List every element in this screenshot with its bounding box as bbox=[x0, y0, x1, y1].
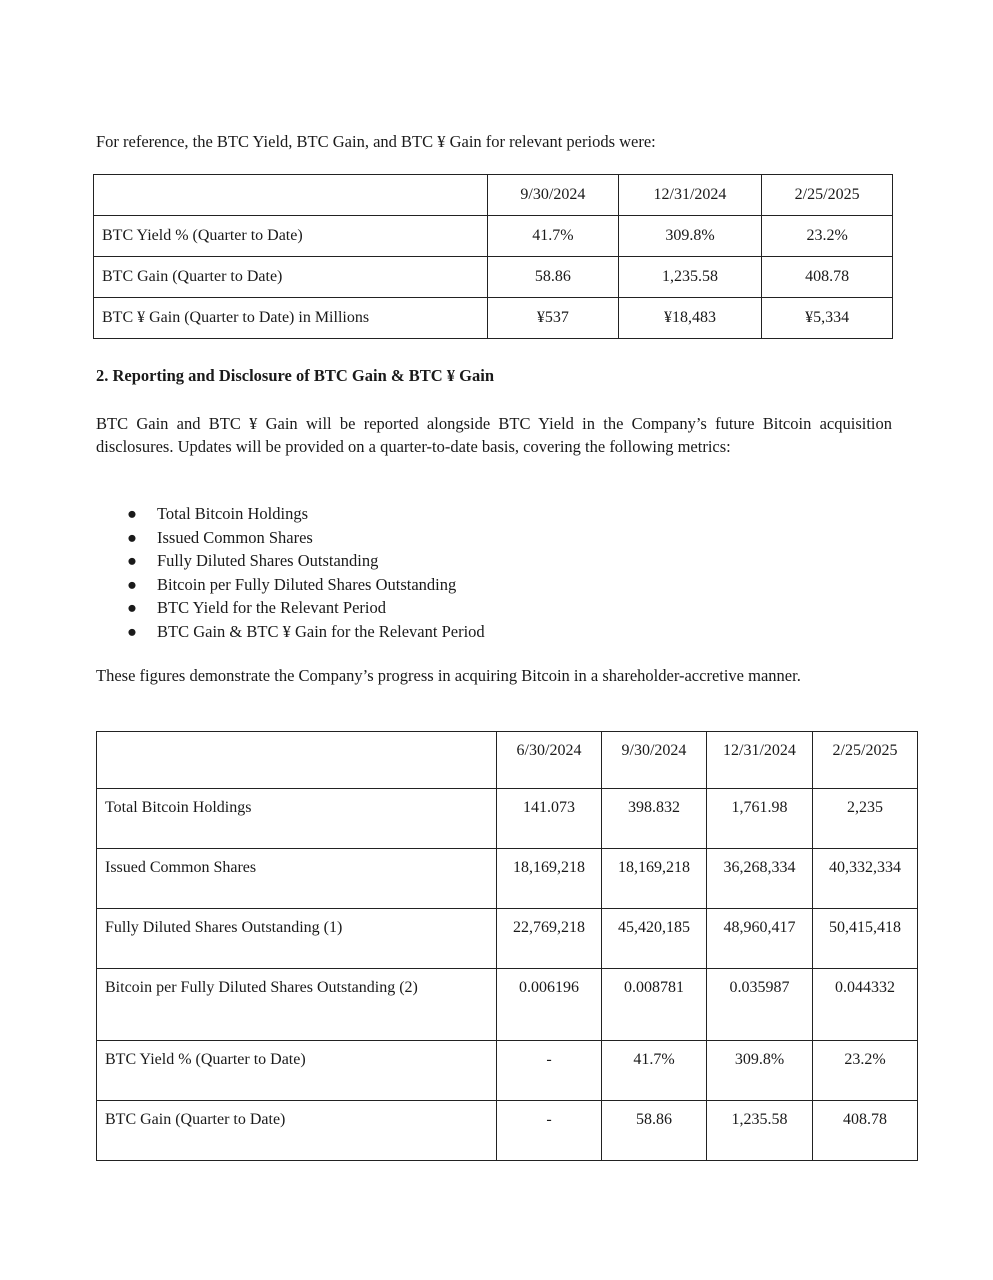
header-cell bbox=[94, 175, 488, 216]
list-item bbox=[124, 549, 485, 573]
cell: 18,169,218 bbox=[497, 849, 602, 909]
header-cell: 9/30/2024 bbox=[488, 175, 619, 216]
cell: 141.073 bbox=[497, 789, 602, 849]
cell: 48,960,417 bbox=[706, 909, 812, 969]
list-item bbox=[124, 596, 485, 620]
intro-text: For reference, the BTC Yield, BTC Gain, and BTC ¥ Gain for relevant periods were: bbox=[96, 132, 656, 151]
cell: 309.8% bbox=[618, 216, 762, 257]
cell: 45,420,185 bbox=[601, 909, 706, 969]
row-label: BTC Gain (Quarter to Date) bbox=[97, 1101, 497, 1161]
bullet-icon: ● bbox=[127, 598, 137, 618]
table-row bbox=[97, 849, 918, 909]
table-row bbox=[94, 257, 893, 298]
table-row bbox=[97, 1041, 918, 1101]
list-item-text: Fully Diluted Shares Outstanding bbox=[157, 551, 379, 571]
cell: - bbox=[497, 1101, 602, 1161]
list-item bbox=[124, 526, 485, 550]
cell: 408.78 bbox=[762, 257, 893, 298]
closing-paragraph: These figures demonstrate the Company’s progress in acquiring Bitcoin in a shareholder-accretive manner. bbox=[96, 666, 801, 685]
header-cell: 2/25/2025 bbox=[762, 175, 893, 216]
cell: 0.008781 bbox=[601, 969, 706, 1041]
section-heading: 2. Reporting and Disclosure of BTC Gain & BTC ¥ Gain bbox=[96, 366, 495, 385]
cell: 408.78 bbox=[813, 1101, 918, 1161]
row-label: BTC ¥ Gain (Quarter to Date) in Millions bbox=[94, 298, 488, 339]
row-label: BTC Yield % (Quarter to Date) bbox=[94, 216, 488, 257]
header-cell: 12/31/2024 bbox=[618, 175, 762, 216]
cell: ¥18,483 bbox=[618, 298, 762, 339]
row-label: Issued Common Shares bbox=[97, 849, 497, 909]
cell: 18,169,218 bbox=[601, 849, 706, 909]
bullet-icon: ● bbox=[127, 621, 137, 641]
cell: 2,235 bbox=[813, 789, 918, 849]
list-item bbox=[124, 573, 485, 597]
list-item-text: BTC Yield for the Relevant Period bbox=[157, 598, 386, 618]
row-label: Total Bitcoin Holdings bbox=[97, 789, 497, 849]
bullet-icon: ● bbox=[127, 574, 137, 594]
cell: 0.006196 bbox=[497, 969, 602, 1041]
list-item-text: Issued Common Shares bbox=[157, 527, 313, 547]
cell: 36,268,334 bbox=[706, 849, 812, 909]
cell: 309.8% bbox=[706, 1041, 812, 1101]
cell: 0.044332 bbox=[813, 969, 918, 1041]
header-cell: 9/30/2024 bbox=[601, 732, 706, 789]
bullet-icon: ● bbox=[127, 551, 137, 571]
cell: 1,761.98 bbox=[706, 789, 812, 849]
cell: 23.2% bbox=[762, 216, 893, 257]
cell: 23.2% bbox=[813, 1041, 918, 1101]
cell: 50,415,418 bbox=[813, 909, 918, 969]
header-cell: 12/31/2024 bbox=[706, 732, 812, 789]
cell: 58.86 bbox=[488, 257, 619, 298]
table-row bbox=[97, 1101, 918, 1161]
cell: - bbox=[497, 1041, 602, 1101]
bullet-icon: ● bbox=[127, 527, 137, 547]
section-paragraph: BTC Gain and BTC ¥ Gain will be reported alongside BTC Yield in the Company’s future Bitcoin acquisition disclosures. Updates will be provided on a quarter-to-date basis, covering the following metrics: bbox=[96, 414, 892, 456]
cell: 40,332,334 bbox=[813, 849, 918, 909]
row-label: BTC Gain (Quarter to Date) bbox=[94, 257, 488, 298]
cell: ¥537 bbox=[488, 298, 619, 339]
table-row bbox=[94, 216, 893, 257]
metrics-list bbox=[124, 502, 485, 644]
cell: 1,235.58 bbox=[706, 1101, 812, 1161]
bullet-icon: ● bbox=[127, 504, 137, 523]
table-row bbox=[94, 298, 893, 339]
list-item-text: BTC Gain & BTC ¥ Gain for the Relevant Period bbox=[157, 621, 485, 641]
list-item bbox=[124, 502, 485, 526]
list-item-text: Bitcoin per Fully Diluted Shares Outstanding bbox=[157, 574, 457, 594]
header-cell: 6/30/2024 bbox=[497, 732, 602, 789]
btc-yield-gain-table bbox=[93, 174, 893, 339]
cell: ¥5,334 bbox=[762, 298, 893, 339]
table-header-row bbox=[94, 175, 893, 216]
header-cell bbox=[97, 732, 497, 789]
row-label: Bitcoin per Fully Diluted Shares Outstanding (2) bbox=[97, 969, 497, 1041]
table-header-row bbox=[97, 732, 918, 789]
row-label: Fully Diluted Shares Outstanding (1) bbox=[97, 909, 497, 969]
table-row bbox=[97, 789, 918, 849]
list-item-text: Total Bitcoin Holdings bbox=[157, 504, 309, 523]
cell: 0.035987 bbox=[706, 969, 812, 1041]
row-label: BTC Yield % (Quarter to Date) bbox=[97, 1041, 497, 1101]
cell: 1,235.58 bbox=[618, 257, 762, 298]
cell: 22,769,218 bbox=[497, 909, 602, 969]
header-cell: 2/25/2025 bbox=[813, 732, 918, 789]
bitcoin-metrics-table bbox=[96, 731, 918, 1161]
table-row bbox=[97, 969, 918, 1041]
table-row bbox=[97, 909, 918, 969]
cell: 398.832 bbox=[601, 789, 706, 849]
cell: 58.86 bbox=[601, 1101, 706, 1161]
cell: 41.7% bbox=[601, 1041, 706, 1101]
list-item bbox=[124, 620, 485, 644]
cell: 41.7% bbox=[488, 216, 619, 257]
